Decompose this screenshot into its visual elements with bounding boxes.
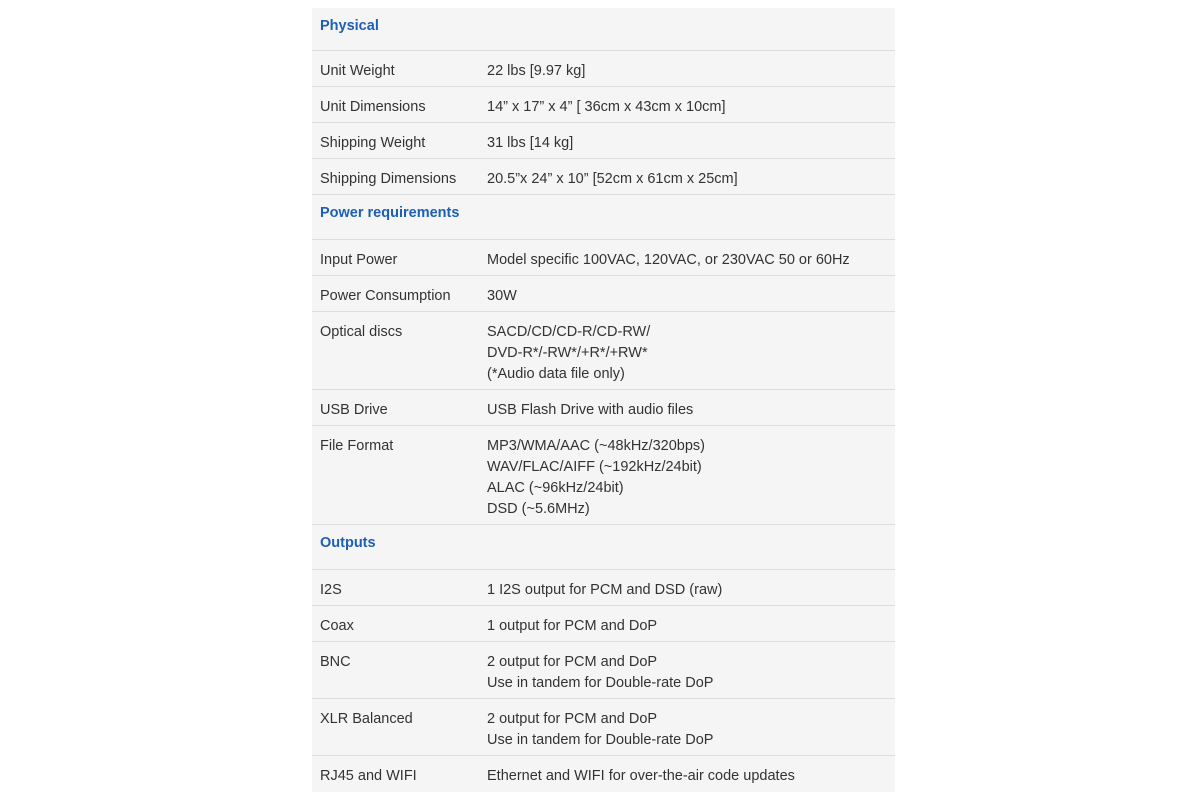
spec-value bbox=[487, 709, 895, 755]
spec-row-usb-drive bbox=[312, 390, 895, 426]
spec-value-line: DVD-R*/-RW*/+R*/+RW* bbox=[487, 345, 648, 361]
spec-row-unit-weight bbox=[312, 51, 895, 87]
spec-value bbox=[487, 97, 895, 122]
spec-row-xlr-balanced bbox=[312, 699, 895, 756]
spec-row-power-consumption bbox=[312, 276, 895, 312]
section-header-outputs: Outputs bbox=[312, 525, 895, 570]
spec-value bbox=[487, 322, 895, 389]
spec-value-line: Model specific 100VAC, 120VAC, or 230VAC 50 or 60Hz bbox=[487, 252, 850, 268]
spec-label: Unit Dimensions bbox=[320, 99, 426, 115]
spec-row-rj45-wifi bbox=[312, 756, 895, 792]
spec-value-line: 30W bbox=[487, 288, 517, 304]
spec-value bbox=[487, 250, 895, 275]
spec-value bbox=[487, 616, 895, 641]
spec-label: USB Drive bbox=[320, 402, 388, 418]
spec-value-line: 2 output for PCM and DoP bbox=[487, 711, 658, 727]
spec-value-line: ALAC (~96kHz/24bit) bbox=[487, 480, 624, 496]
spec-label: Optical discs bbox=[320, 324, 403, 340]
spec-row-shipping-dimensions bbox=[312, 159, 895, 195]
spec-value-line: 31 lbs [14 kg] bbox=[487, 135, 574, 151]
spec-row-i2s bbox=[312, 570, 895, 606]
specs-table bbox=[312, 8, 895, 792]
spec-value-line: Use in tandem for Double-rate DoP bbox=[487, 732, 714, 748]
spec-value bbox=[487, 766, 895, 792]
spec-value-line: 20.5”x 24” x 10” [52cm x 61cm x 25cm] bbox=[487, 171, 738, 187]
spec-value-line: Ethernet and WIFI for over-the-air code updates bbox=[487, 768, 795, 784]
spec-value-line: (*Audio data file only) bbox=[487, 366, 625, 382]
spec-value bbox=[487, 61, 895, 86]
spec-value-line: Use in tandem for Double-rate DoP bbox=[487, 675, 714, 691]
spec-label: Input Power bbox=[320, 252, 398, 268]
spec-value-line: 1 I2S output for PCM and DSD (raw) bbox=[487, 582, 723, 598]
spec-row-shipping-weight bbox=[312, 123, 895, 159]
spec-value-line: WAV/FLAC/AIFF (~192kHz/24bit) bbox=[487, 459, 702, 475]
spec-value-line: USB Flash Drive with audio files bbox=[487, 402, 694, 418]
spec-value-line: 14” x 17” x 4” [ 36cm x 43cm x 10cm] bbox=[487, 99, 726, 115]
spec-value bbox=[487, 436, 895, 524]
spec-label: Shipping Dimensions bbox=[320, 171, 457, 187]
spec-label: I2S bbox=[320, 582, 342, 598]
spec-label: Shipping Weight bbox=[320, 135, 426, 151]
spec-row-input-power bbox=[312, 240, 895, 276]
spec-label: Coax bbox=[320, 618, 354, 634]
spec-value-line: 1 output for PCM and DoP bbox=[487, 618, 658, 634]
spec-value bbox=[487, 169, 895, 194]
spec-row-bnc bbox=[312, 642, 895, 699]
spec-value-line: 2 output for PCM and DoP bbox=[487, 654, 658, 670]
spec-label: RJ45 and WIFI bbox=[320, 768, 417, 784]
spec-value-line: 22 lbs [9.97 kg] bbox=[487, 63, 586, 79]
spec-label: File Format bbox=[320, 438, 394, 454]
spec-value-line: DSD (~5.6MHz) bbox=[487, 501, 590, 517]
spec-row-file-format bbox=[312, 426, 895, 525]
spec-label: XLR Balanced bbox=[320, 711, 413, 727]
spec-label: Unit Weight bbox=[320, 63, 395, 79]
spec-value bbox=[487, 652, 895, 698]
section-header-physical: Physical bbox=[312, 8, 895, 51]
spec-label: BNC bbox=[320, 654, 351, 670]
spec-value-line: MP3/WMA/AAC (~48kHz/320bps) bbox=[487, 438, 705, 454]
spec-row-unit-dimensions bbox=[312, 87, 895, 123]
spec-value bbox=[487, 400, 895, 425]
section-header-power-requirements: Power requirements bbox=[312, 195, 895, 240]
spec-row-optical-discs bbox=[312, 312, 895, 390]
spec-value bbox=[487, 133, 895, 158]
spec-label: Power Consumption bbox=[320, 288, 451, 304]
spec-value-line: SACD/CD/CD-R/CD-RW/ bbox=[487, 324, 651, 340]
spec-value bbox=[487, 580, 895, 605]
spec-row-coax bbox=[312, 606, 895, 642]
spec-value bbox=[487, 286, 895, 311]
